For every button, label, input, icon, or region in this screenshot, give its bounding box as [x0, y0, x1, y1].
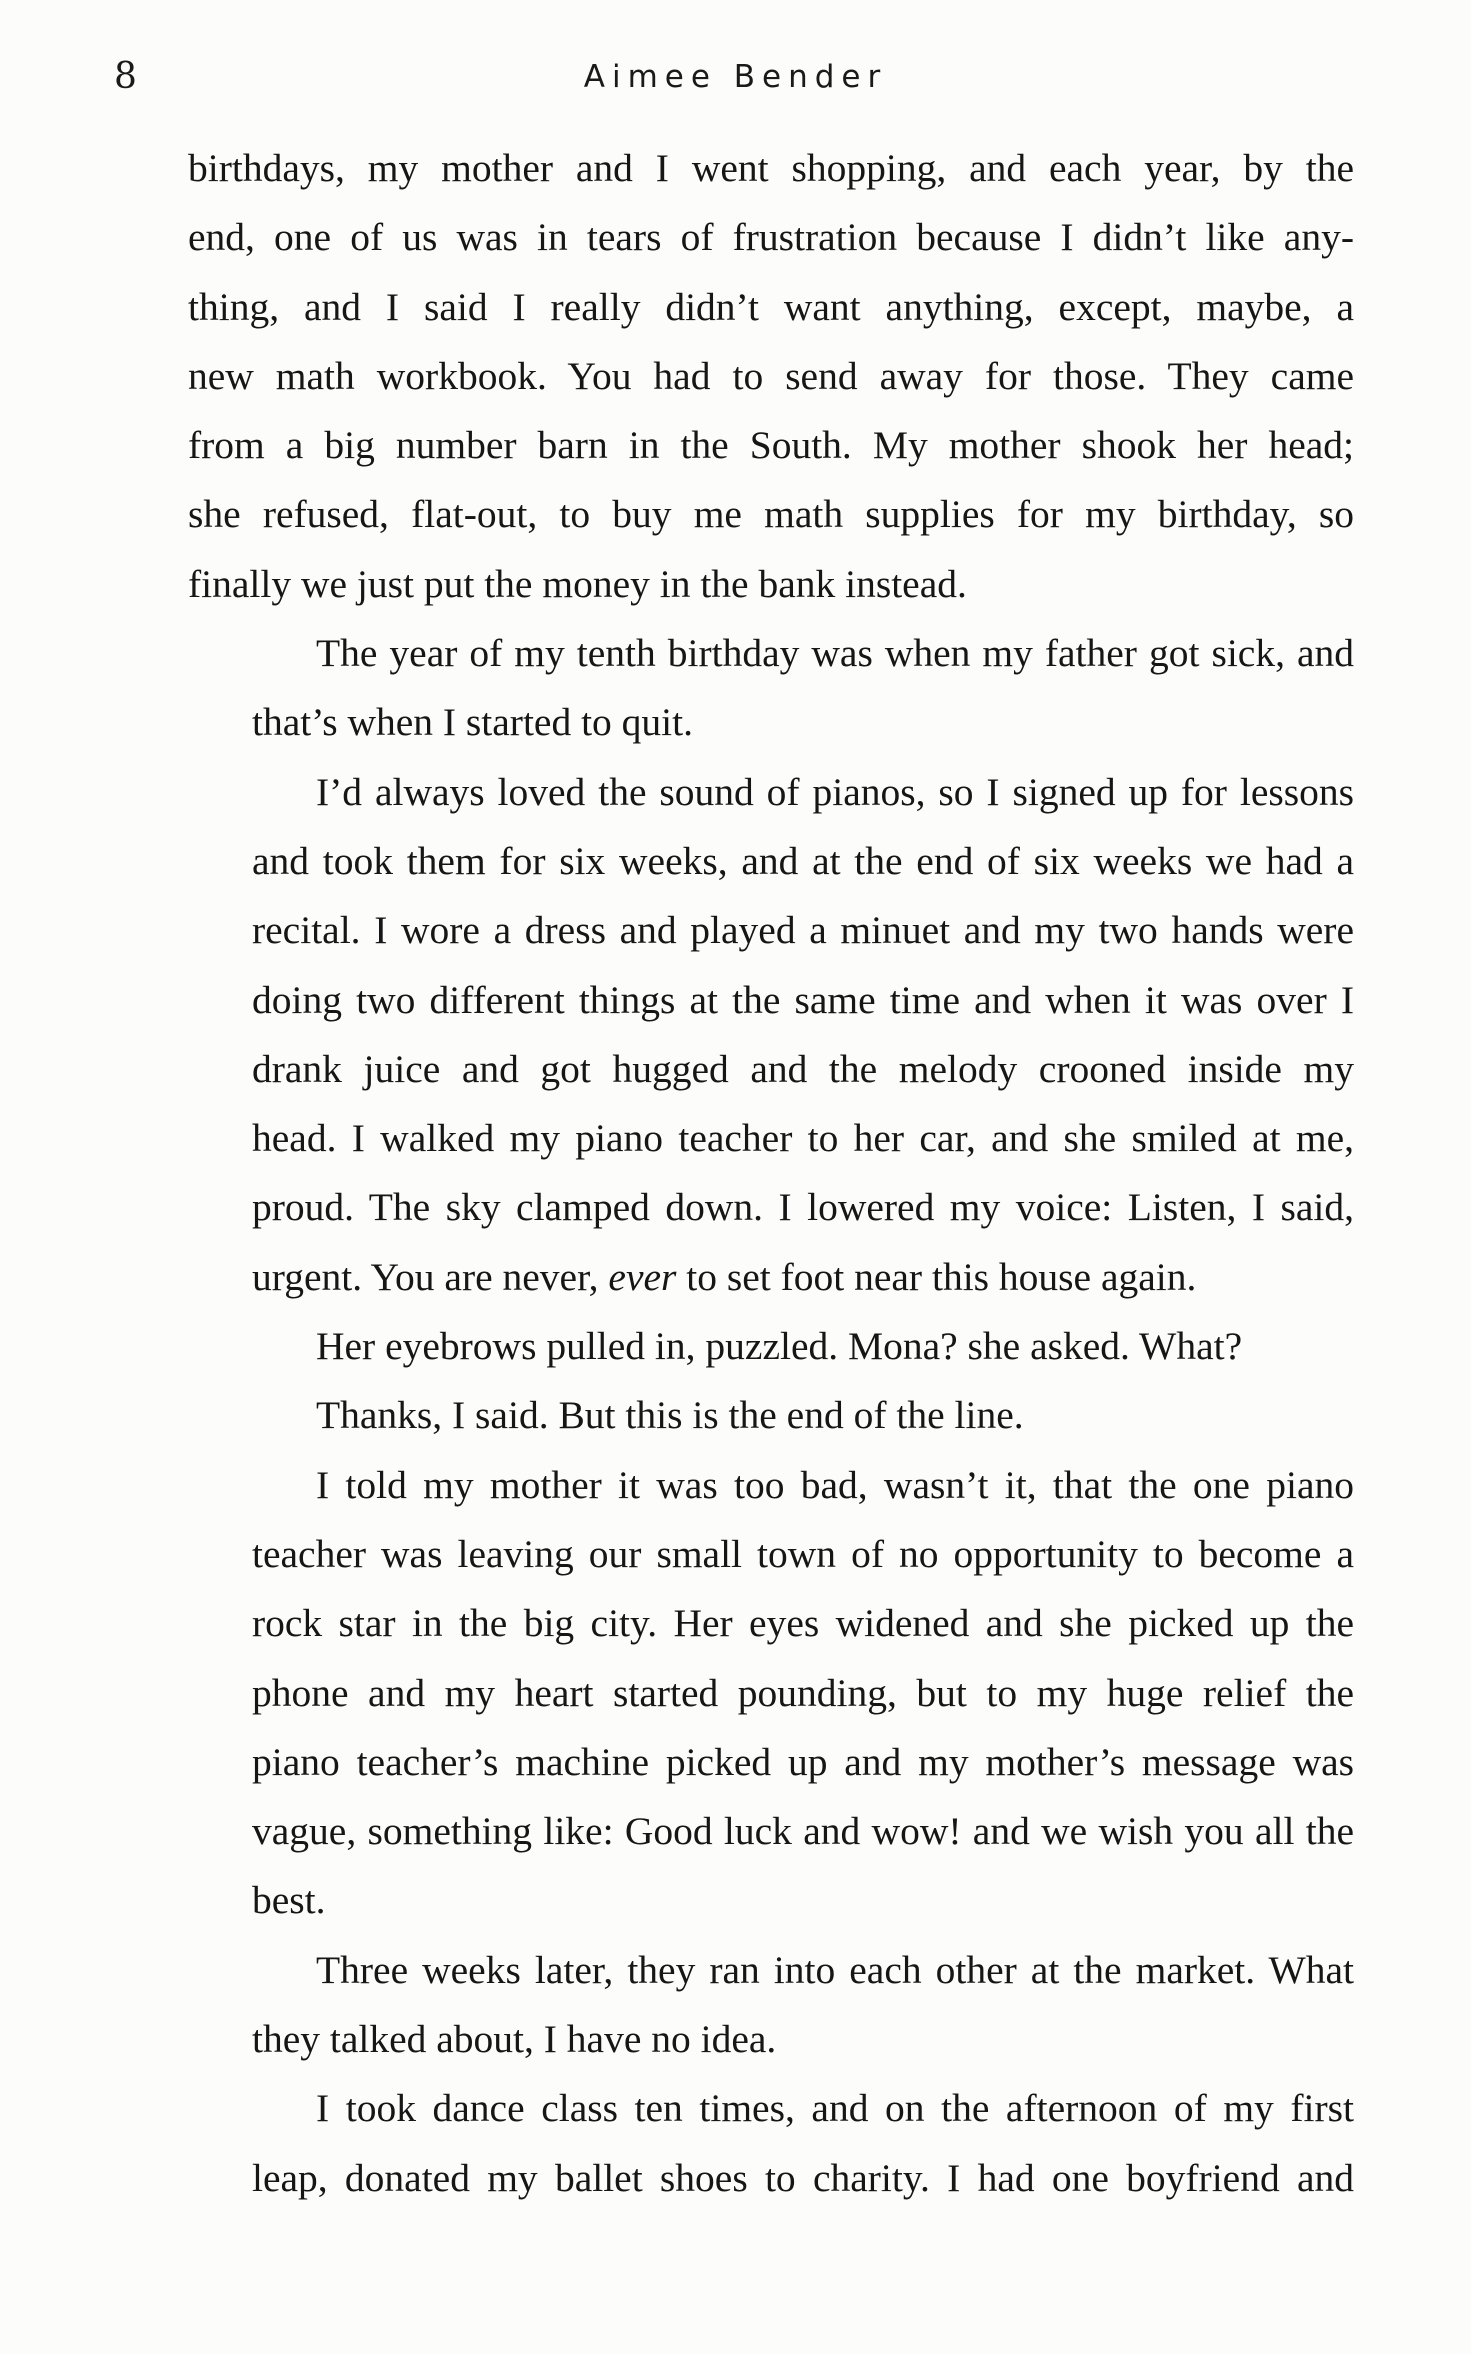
text-line: phone and my heart started pounding, but to my huge relief the [252, 1670, 1354, 1715]
emphasized-word: ever [608, 1254, 677, 1299]
text-line: I took dance class ten times, and on the afternoon of my first [316, 2086, 1354, 2131]
text-segment: to set foot near this house again. [676, 1254, 1197, 1299]
text-line: teacher was leaving our small town of no opportunity to become a [252, 1531, 1354, 1576]
paragraph [188, 134, 1354, 619]
text-line: I’d always loved the sound of pianos, so I signed up for lessons [316, 769, 1354, 814]
text-line: piano teacher’s machine picked up and my mother’s message was [252, 1739, 1354, 1784]
text-line: best. [252, 1878, 326, 1923]
paragraph [188, 2074, 1354, 2213]
text-line: birthdays, my mother and I went shopping, and each year, by the [188, 146, 1354, 190]
text-line: vague, something like: Good luck and wow! and we wish you all the [252, 1809, 1354, 1854]
text-line: Her eyebrows pulled in, puzzled. Mona? she asked. What? [316, 1324, 1243, 1369]
text-line: and took them for six weeks, and at the end of six weeks we had a [252, 838, 1354, 883]
paragraph [188, 1936, 1354, 2075]
text-line: that’s when I started to quit. [252, 700, 693, 745]
text-line: recital. I wore a dress and played a minuet and my two hands were [252, 908, 1354, 953]
text-line: finally we just put the money in the bank instead. [188, 561, 967, 606]
text-line: thing, and I said I really didn’t want anything, except, maybe, a [188, 284, 1354, 329]
running-head [0, 52, 1471, 102]
body-text [188, 134, 1354, 2213]
text-line: doing two different things at the same time and when it was over I [252, 977, 1354, 1022]
text-line [188, 1243, 1354, 1312]
text-segment: urgent. You are never, [252, 1254, 609, 1299]
text-line: head. I walked my piano teacher to her car, and she smiled at me, [252, 1116, 1354, 1161]
paragraph [188, 619, 1354, 758]
text-line: I told my mother it was too bad, wasn’t it, that the one piano [316, 1462, 1354, 1507]
text-line: The year of my tenth birthday was when my father got sick, and [316, 631, 1354, 676]
paragraph [188, 1312, 1354, 1381]
text-line: leap, donated my ballet shoes to charity. I had one boyfriend and [252, 2155, 1354, 2200]
text-line: Three weeks later, they ran into each other at the market. What [316, 1947, 1354, 1992]
text-line: drank juice and got hugged and the melody crooned inside my [252, 1046, 1354, 1091]
text-line: from a big number barn in the South. My mother shook her head; [188, 423, 1354, 468]
text-line: end, one of us was in tears of frustration because I didn’t like any- [188, 215, 1354, 260]
text-line: new math workbook. You had to send away for those. They came [188, 353, 1354, 398]
text-line: she refused, flat-out, to buy me math supplies for my birthday, so [188, 492, 1354, 537]
page-number: 8 [114, 56, 137, 97]
paragraph [188, 1381, 1354, 1450]
text-line: rock star in the big city. Her eyes widened and she picked up the [252, 1601, 1354, 1646]
paragraph [188, 758, 1354, 1312]
running-title: Aimee Bender [583, 59, 888, 95]
paragraph [188, 1451, 1354, 1936]
text-line: they talked about, I have no idea. [252, 2017, 777, 2062]
text-line: proud. The sky clamped down. I lowered my voice: Listen, I said, [252, 1185, 1354, 1230]
text-line: Thanks, I said. But this is the end of the line. [316, 1393, 1024, 1438]
